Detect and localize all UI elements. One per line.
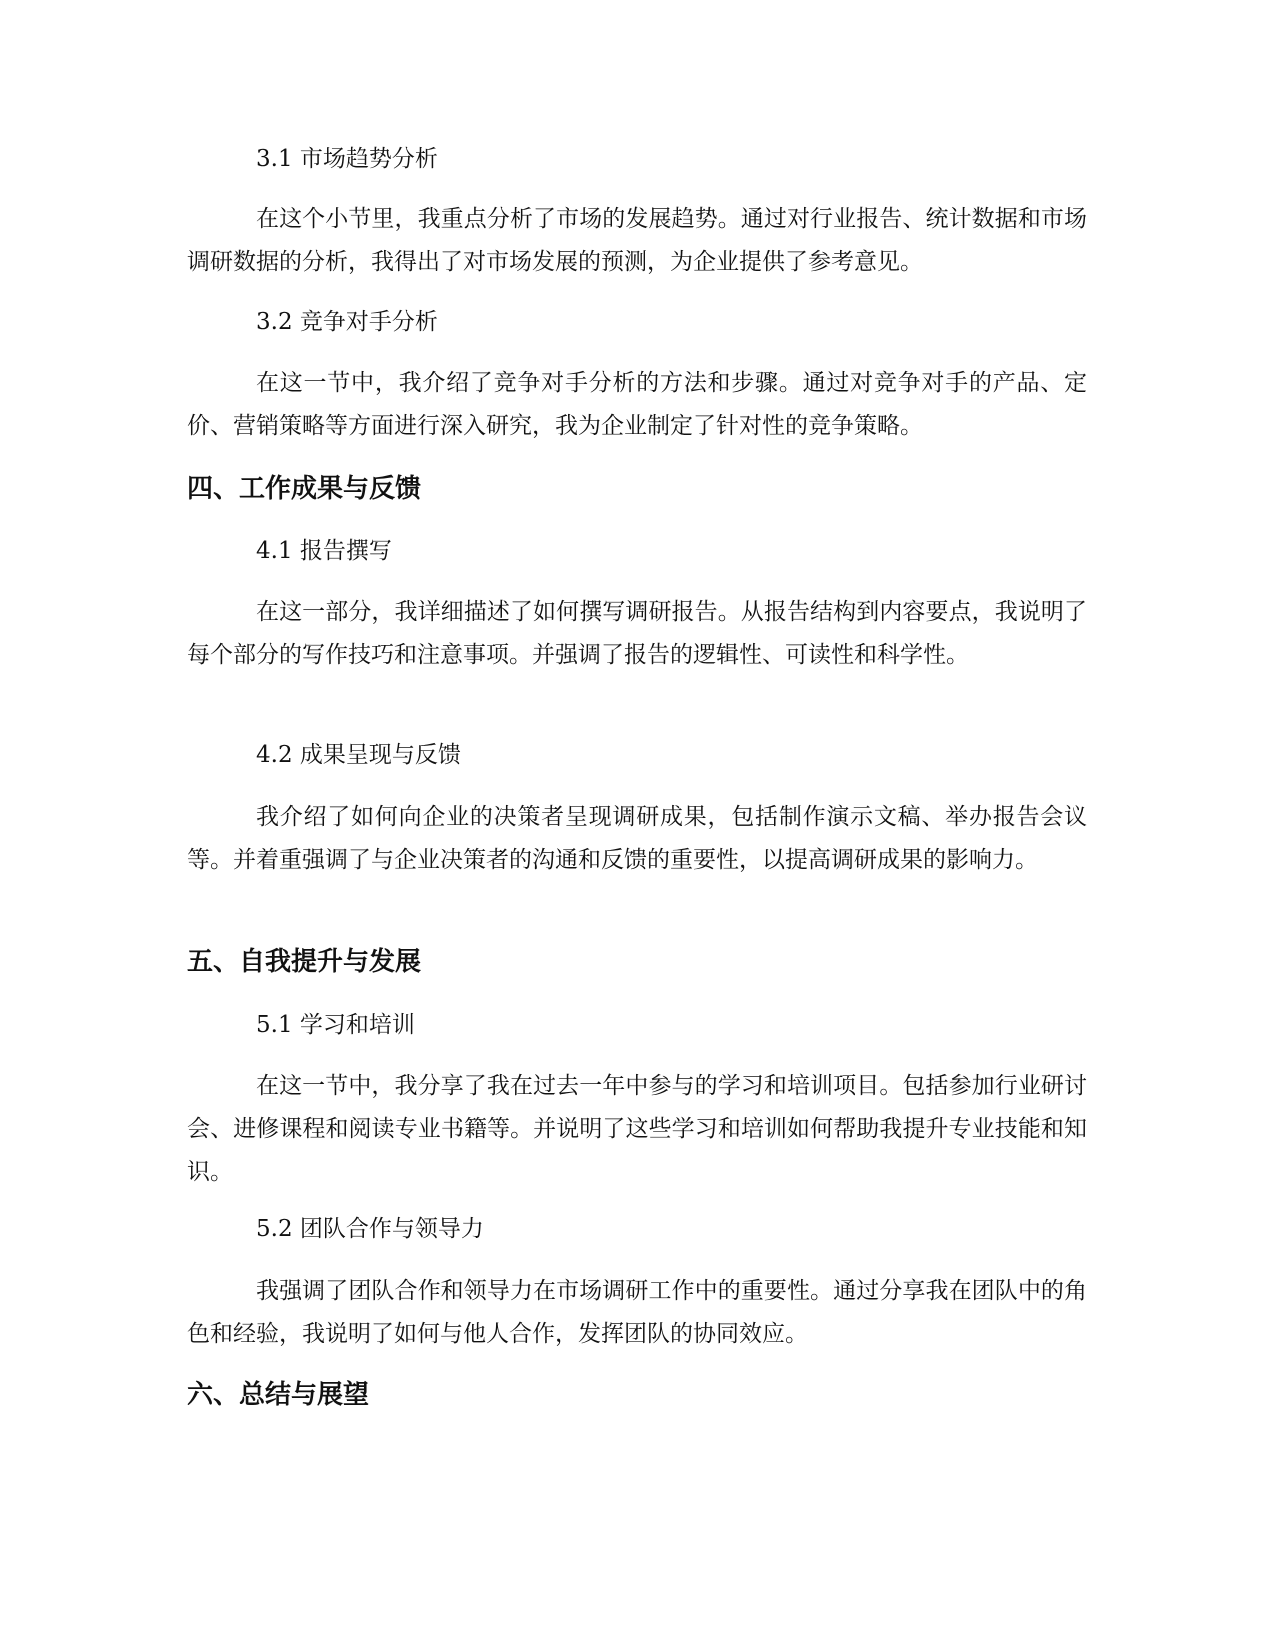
paragraph-5-2: 我强调了团队合作和领导力在市场调研工作中的重要性。通过分享我在团队中的角色和经验，我说明了如何与他人合作，发挥团队的协同效应。 (187, 1278, 1087, 1347)
subsection-title-3-2: 3.2 竞争对手分析 (256, 309, 438, 335)
paragraph-4-2: 我介绍了如何向企业的决策者呈现调研成果，包括制作演示文稿、举办报告会议等。并着重强调了与企业决策者的沟通和反馈的重要性，以提高调研成果的影响力。 (187, 804, 1087, 873)
subsection-title-4-1: 4.1 报告撰写 (256, 538, 392, 564)
paragraph-3-2: 在这一节中，我介绍了竞争对手分析的方法和步骤。通过对竞争对手的产品、定价、营销策略等方面进行深入研究，我为企业制定了针对性的竞争策略。 (187, 370, 1087, 439)
section-heading-4: 四、工作成果与反馈 (187, 474, 422, 504)
subsection-title-5-1: 5.1 学习和培训 (256, 1012, 415, 1038)
paragraph-5-1: 在这一节中，我分享了我在过去一年中参与的学习和培训项目。包括参加行业研讨会、进修课程和阅读专业书籍等。并说明了这些学习和培训如何帮助我提升专业技能和知识。 (187, 1073, 1087, 1185)
section-heading-5: 五、自我提升与发展 (187, 947, 422, 977)
paragraph-4-1: 在这一部分，我详细描述了如何撰写调研报告。从报告结构到内容要点，我说明了每个部分的写作技巧和注意事项。并强调了报告的逻辑性、可读性和科学性。 (187, 599, 1087, 668)
section-heading-6: 六、总结与展望 (187, 1380, 370, 1410)
subsection-title-5-2: 5.2 团队合作与领导力 (256, 1216, 484, 1242)
paragraph-3-1: 在这个小节里，我重点分析了市场的发展趋势。通过对行业报告、统计数据和市场调研数据的分析，我得出了对市场发展的预测，为企业提供了参考意见。 (187, 206, 1087, 275)
subsection-title-4-2: 4.2 成果呈现与反馈 (256, 742, 461, 768)
subsection-title-3-1: 3.1 市场趋势分析 (256, 146, 438, 172)
